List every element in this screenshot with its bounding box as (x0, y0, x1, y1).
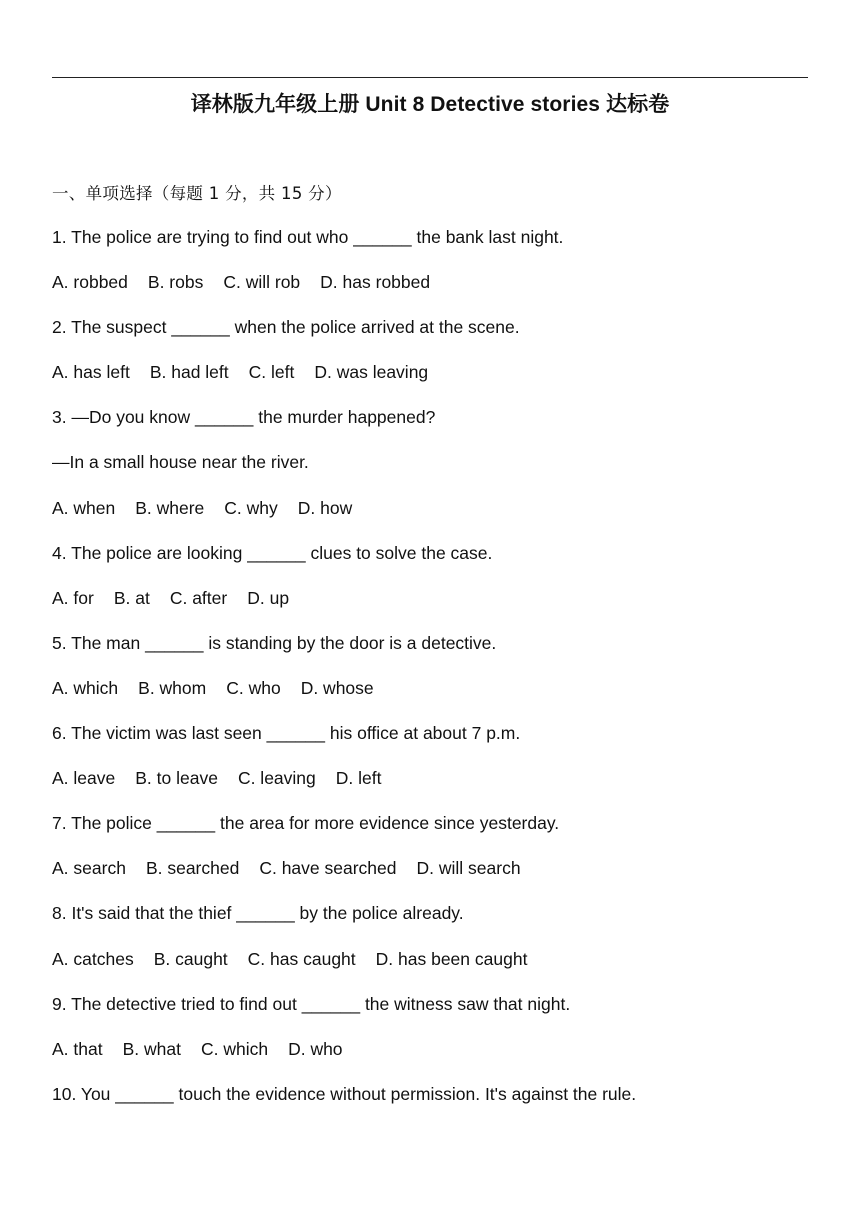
question-options (52, 858, 832, 903)
option-c: C. leaving (237, 768, 316, 789)
option-d: D. has robbed (320, 272, 431, 293)
option-d: D. how (297, 497, 353, 518)
option-c: C. who (226, 677, 281, 698)
question-options (52, 498, 832, 543)
question-options (52, 272, 832, 317)
question-stem: 10. You ______ touch the evidence without permission. It's against the rule. (52, 1083, 637, 1104)
option-d: D. was leaving (314, 362, 429, 383)
option-a: A. that (52, 1038, 103, 1059)
option-b: B. where (135, 497, 205, 518)
option-c: C. will rob (223, 272, 301, 293)
option-b: B. robs (147, 272, 204, 293)
question-stem: 3. —Do you know ______ the murder happened? (52, 407, 436, 428)
option-d: D. has been caught (375, 948, 528, 969)
question-options (52, 1039, 832, 1084)
option-b: B. what (122, 1038, 181, 1059)
option-b: B. caught (153, 948, 228, 969)
question-stem: 5. The man ______ is standing by the door is a detective. (52, 632, 497, 653)
question-list (52, 227, 832, 1129)
question-options (52, 588, 832, 633)
option-a: A. when (52, 497, 116, 518)
question-stem: 4. The police are looking ______ clues to solve the case. (52, 542, 493, 563)
option-a: A. which (52, 677, 119, 698)
question-stem: 1. The police are trying to find out who ______ the bank last night. (52, 227, 564, 247)
option-b: B. had left (149, 362, 229, 383)
option-d: D. whose (300, 677, 374, 698)
option-d: D. left (335, 768, 382, 789)
option-b: B. at (113, 587, 150, 608)
option-a: A. robbed (52, 272, 128, 293)
option-c: C. which (200, 1038, 269, 1059)
question-stem: 8. It's said that the thief ______ by the police already. (52, 903, 464, 924)
option-a: A. catches (52, 948, 134, 969)
option-a: A. search (52, 858, 126, 879)
option-d: D. up (247, 587, 290, 608)
option-a: A. leave (52, 768, 116, 789)
option-d: D. who (288, 1038, 343, 1059)
question-options (52, 949, 832, 994)
option-b: B. to leave (135, 768, 218, 789)
question-stem: 2. The suspect ______ when the police arrived at the scene. (52, 317, 520, 338)
question-stem: 6. The victim was last seen ______ his office at about 7 p.m. (52, 723, 521, 744)
question-options (52, 362, 832, 407)
option-b: B. whom (138, 677, 207, 698)
option-b: B. searched (145, 858, 240, 879)
option-a: A. for (52, 587, 94, 608)
section-heading: 一、单项选择（每题 1 分，共 15 分） (52, 184, 342, 203)
question-stem: 9. The detective tried to find out ______ the witness saw that night. (52, 993, 571, 1014)
question-reply: —In a small house near the river. (52, 452, 309, 473)
option-a: A. has left (52, 362, 130, 383)
header-rule (52, 77, 808, 78)
question-options (52, 768, 832, 813)
question-options (52, 678, 832, 723)
option-c: C. has caught (247, 948, 356, 969)
option-d: D. will search (416, 858, 521, 879)
option-c: C. left (248, 362, 295, 383)
option-c: C. have searched (259, 858, 397, 879)
option-c: C. why (224, 497, 278, 518)
question-stem: 7. The police ______ the area for more evidence since yesterday. (52, 813, 560, 834)
option-c: C. after (169, 587, 228, 608)
document-title: 译林版九年级上册 Unit 8 Detective stories 达标卷 (190, 93, 670, 116)
